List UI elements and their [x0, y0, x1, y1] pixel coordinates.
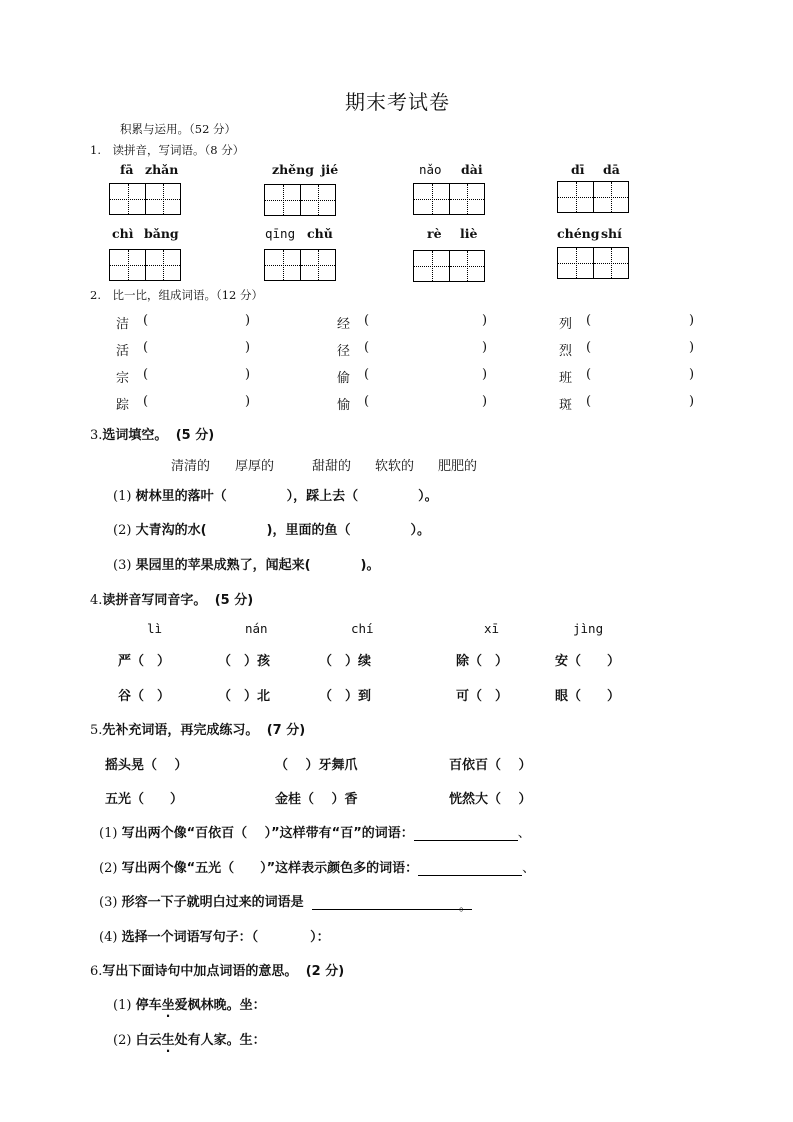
q4-score: (5 分): [214, 593, 254, 608]
paren-open: (: [586, 340, 592, 355]
item-tail: 、: [517, 826, 531, 841]
pinyin: lì: [147, 621, 163, 636]
writing-grid-box[interactable]: [557, 181, 629, 213]
item-number: (2): [113, 523, 132, 538]
homophone-item: 严（ ）: [118, 654, 171, 669]
paren-open: (: [586, 313, 592, 328]
q2-char: 径: [337, 344, 351, 359]
paren-close: ): [482, 394, 488, 409]
word-bank-item: 甜甜的: [312, 459, 352, 474]
paren-close: ): [689, 367, 695, 382]
item-number: (2): [113, 1033, 132, 1048]
idiom-item: 金桂（ ）香: [275, 792, 358, 807]
pinyin: jìng: [573, 621, 604, 636]
pinyin: chí: [351, 621, 374, 636]
item-text: 写出两个像“五光（ ）”这样表示颜色多的词语：: [121, 861, 419, 876]
paren-close: ): [482, 340, 488, 355]
paren-close: ): [689, 313, 695, 328]
q2-char: 烈: [559, 344, 573, 359]
paren-open: (: [143, 340, 149, 355]
writing-grid-box[interactable]: [109, 183, 181, 215]
idiom-item: 恍然大（ ）: [449, 792, 532, 807]
q5-heading: [90, 719, 305, 738]
q4-title: 读拼音写同音字。: [102, 593, 207, 608]
paren-open: (: [143, 367, 149, 382]
page-title: 期末考试卷: [345, 90, 450, 114]
q5-number: 5.: [90, 723, 103, 738]
q6-heading: [90, 960, 344, 979]
q1-heading: 1. 读拼音，写词语。（8 分）: [90, 143, 245, 157]
pinyin: chì: [112, 226, 134, 241]
q2-heading: 2. 比一比，组成词语。（12 分）: [90, 288, 264, 302]
item-text: )。: [360, 558, 380, 573]
dotted-word: 生: [161, 1033, 175, 1048]
item-number: (1): [113, 998, 132, 1013]
item-number: (1): [113, 489, 132, 504]
pinyin: jié: [321, 162, 339, 177]
pinyin: shí: [601, 226, 622, 241]
paren-close: ): [245, 340, 251, 355]
q2-char: 宗: [116, 371, 130, 386]
item-number: (4): [99, 930, 118, 945]
item-text: 形容一下子就明白过来的词语是: [121, 895, 304, 910]
q3-heading: [90, 424, 214, 443]
homophone-item: （ ）续: [319, 654, 372, 669]
homophone-item: （ ）北: [218, 689, 271, 704]
answer-line[interactable]: [414, 826, 518, 841]
homophone-item: 可（ ）: [456, 689, 509, 704]
item-text: ）。: [410, 523, 430, 538]
word-bank-item: 软软的: [375, 459, 415, 474]
q4-number: 4.: [90, 593, 103, 608]
q3-item-2: [113, 519, 430, 538]
paren-close: ): [482, 313, 488, 328]
item-text: 选择一个词语写句子：（ ）：: [121, 930, 330, 945]
writing-grid-box[interactable]: [557, 247, 629, 279]
item-number: (1): [99, 826, 118, 841]
item-text: 树林里的落叶（: [135, 489, 227, 504]
answer-line[interactable]: [312, 895, 472, 914]
homophone-item: 安（ ）: [555, 654, 621, 669]
q5-score: (7 分): [266, 723, 306, 738]
homophone-item: 谷（ ）: [118, 689, 171, 704]
paren-close: ): [245, 394, 251, 409]
q5-sub-2: [99, 857, 535, 876]
idiom-item: 五光（ ）: [105, 792, 184, 807]
writing-grid-box[interactable]: [413, 183, 485, 215]
pinyin: rè: [427, 226, 442, 241]
q5-sub-3: [99, 891, 472, 914]
paren-close: ): [245, 313, 251, 328]
q2-char: 活: [116, 344, 130, 359]
writing-grid-box[interactable]: [264, 184, 336, 216]
item-tail: 、: [522, 861, 536, 876]
item-text: )，里面的鱼（: [266, 523, 351, 538]
writing-grid-box[interactable]: [109, 249, 181, 281]
item-text: 大青沟的水(: [135, 523, 207, 538]
item-text: 果园里的苹果成熟了，闻起来(: [135, 558, 311, 573]
item-number: (3): [99, 895, 118, 910]
paren-open: (: [586, 367, 592, 382]
q2-char: 经: [337, 317, 351, 332]
idiom-item: 摇头晃（ ）: [105, 758, 188, 773]
item-tail: 。: [458, 899, 472, 914]
homophone-item: （ ）到: [319, 689, 372, 704]
paren-close: ): [482, 367, 488, 382]
q3-item-3: [113, 554, 379, 573]
homophone-item: 除（ ）: [456, 654, 509, 669]
pinyin: zhěng: [272, 162, 314, 177]
paren-close: ): [689, 394, 695, 409]
q6-item-1: [113, 994, 266, 1013]
item-text: 白云: [135, 1033, 162, 1048]
q5-sub-1: [99, 822, 531, 841]
paren-open: (: [364, 367, 370, 382]
q6-number: 6.: [90, 964, 103, 979]
item-text: 写出两个像“百依百（ ）”这样带有“百”的词语：: [121, 826, 414, 841]
q2-char: 偷: [337, 371, 351, 386]
dotted-word: 坐: [161, 998, 175, 1013]
item-text: 停车: [135, 998, 162, 1013]
paren-close: ): [689, 340, 695, 355]
paren-open: (: [143, 313, 149, 328]
word-bank-item: 肥肥的: [438, 459, 478, 474]
paren-open: (: [364, 313, 370, 328]
word-bank-item: 清清的: [171, 459, 211, 474]
q2-char: 斑: [559, 398, 573, 413]
item-text: ），踩上去（: [286, 489, 359, 504]
q6-score: (2 分): [305, 964, 345, 979]
homophone-item: 眼（ ）: [555, 689, 621, 704]
paren-open: (: [586, 394, 592, 409]
paren-open: (: [364, 340, 370, 355]
item-text: 处有人家。生：: [174, 1033, 266, 1048]
section-intro: 积累与运用。（52 分）: [120, 122, 237, 136]
item-text: ）。: [418, 489, 438, 504]
q3-number: 3.: [90, 428, 103, 443]
q2-char: 班: [559, 371, 573, 386]
pinyin: fā: [120, 162, 134, 177]
q5-sub-4: [99, 926, 330, 945]
pinyin: dā: [603, 162, 620, 177]
pinyin: xī: [484, 621, 500, 636]
pinyin: chǔ: [307, 226, 333, 241]
item-number: (2): [99, 861, 118, 876]
homophone-item: （ ）孩: [218, 654, 271, 669]
pinyin: dī: [571, 162, 585, 177]
q2-char: 愉: [337, 398, 351, 413]
paren-open: (: [143, 394, 149, 409]
item-number: (3): [113, 558, 132, 573]
writing-grid-box[interactable]: [413, 250, 485, 282]
pinyin: nán: [245, 621, 268, 636]
q4-heading: [90, 589, 253, 608]
word-bank-item: 厚厚的: [235, 459, 275, 474]
q2-char: 洁: [116, 317, 130, 332]
pinyin: dài: [461, 162, 483, 177]
q3-item-1: [113, 485, 438, 504]
q3-title: 选词填空。: [102, 428, 168, 443]
answer-line[interactable]: [418, 861, 522, 876]
idiom-item: 百依百（ ）: [449, 758, 532, 773]
idiom-item: （ ）牙舞爪: [275, 758, 358, 773]
pinyin: qīng: [265, 226, 296, 241]
paren-close: ): [245, 367, 251, 382]
q5-title: 先补充词语，再完成练习。: [102, 723, 259, 738]
q6-item-2: [113, 1029, 266, 1048]
q2-char: 踪: [116, 398, 130, 413]
pinyin: liè: [460, 226, 478, 241]
q2-char: 列: [559, 317, 573, 332]
paren-open: (: [364, 394, 370, 409]
writing-grid-box[interactable]: [264, 249, 336, 281]
pinyin: chéng: [557, 226, 600, 241]
pinyin: bǎng: [144, 226, 179, 241]
q3-score: (5 分): [175, 428, 215, 443]
q6-title: 写出下面诗句中加点词语的意思。: [102, 964, 298, 979]
item-text: 爱枫林晚。坐：: [174, 998, 266, 1013]
pinyin: nǎo: [419, 162, 442, 177]
pinyin: zhǎn: [145, 162, 179, 177]
